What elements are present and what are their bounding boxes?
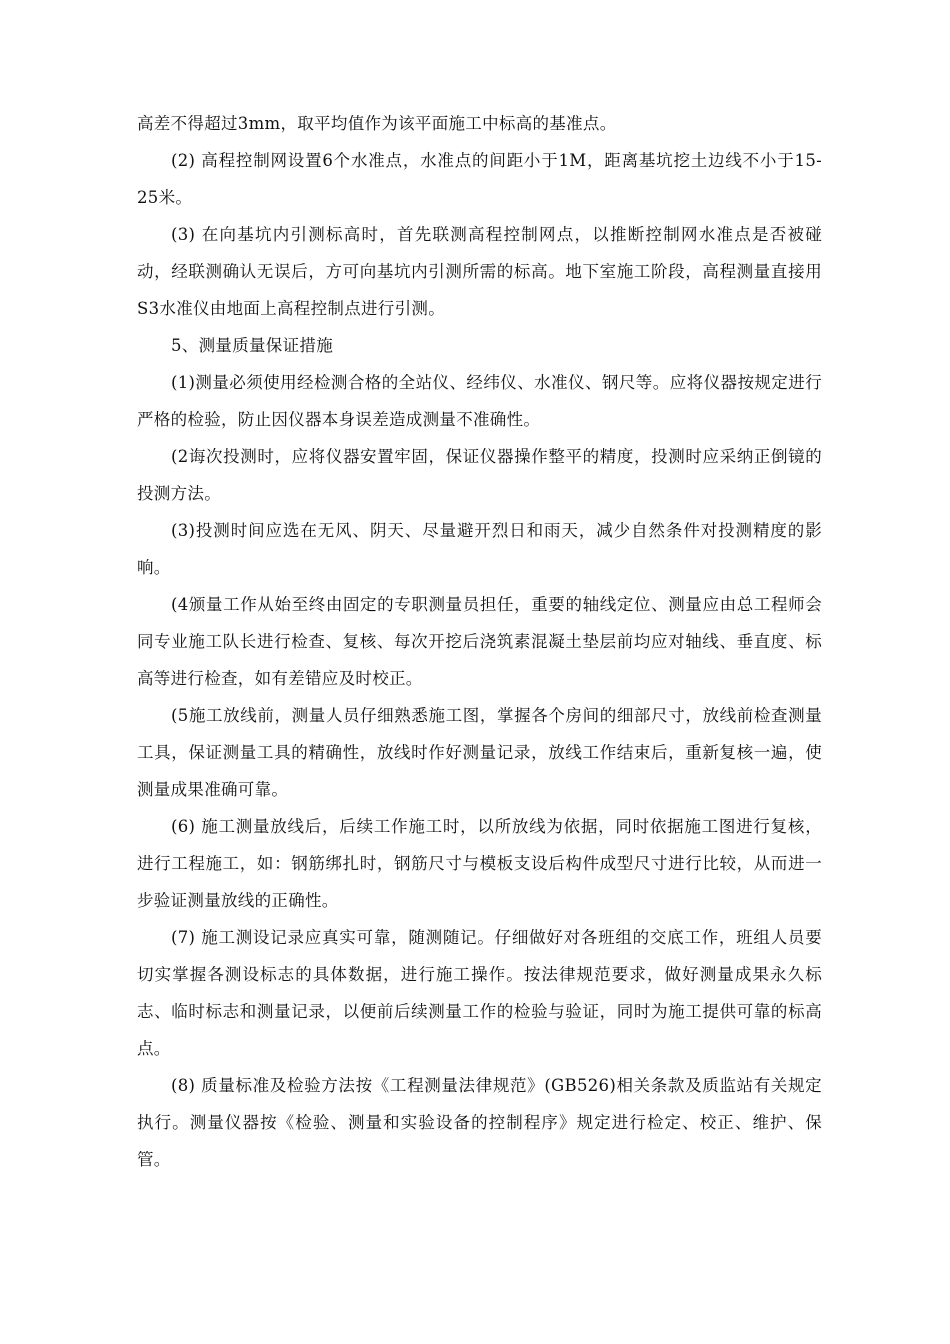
paragraph-measure-2: (2诲次投测时，应将仪器安置牢固，保证仪器操作整平的精度，投测时应采纳正倒镜的投测方法。	[137, 447, 822, 503]
paragraph-measure-5: (5施工放线前，测量人员仔细熟悉施工图，掌握各个房间的细部尺寸，放线前检查测量工具，保证测量工具的精确性，放线时作好测量记录，放线工作结束后，重新复核一遍，使测量成果准确可靠。	[137, 706, 822, 799]
paragraph-item-3: (3) 在向基坑内引测标高时，首先联测高程控制网点，以推断控制网水准点是否被碰动，经联测确认无误后，方可向基坑内引测所需的标高。地下室施工阶段，高程测量直接用S3水准仪由地面上高程控制点进行引测。	[137, 225, 822, 318]
paragraph-measure-1: (1)测量必须使用经检测合格的全站仪、经纬仪、水准仪、钢尺等。应将仪器按规定进行严格的检验，防止因仪器本身误差造成测量不准确性。	[137, 373, 822, 429]
paragraph-item-2: (2) 高程控制网设置6个水准点，水准点的间距小于1M，距离基坑挖土边线不小于15-25米。	[137, 151, 822, 207]
paragraph-continuation: 高差不得超过3mm，取平均值作为该平面施工中标高的基准点。	[137, 114, 617, 133]
paragraph-measure-3: (3)投测时间应选在无风、阴天、尽量避开烈日和雨天，减少自然条件对投测精度的影响。	[137, 521, 822, 577]
paragraph-measure-4: (4颁量工作从始至终由固定的专职测量员担任，重要的轴线定位、测量应由总工程师会同专业施工队长进行检查、复核、每次开挖后浇筑素混凝土垫层前均应对轴线、垂直度、标高等进行检查，如有差错应及时校正。	[137, 595, 822, 688]
paragraph-measure-6: (6) 施工测量放线后，后续工作施工时，以所放线为依据，同时依据施工图进行复核，进行工程施工，如：钢筋绑扎时，钢筋尺寸与模板支设后构件成型尺寸进行比较，从而进一步验证测量放线的正确性。	[137, 817, 822, 910]
paragraph-measure-8: (8) 质量标准及检验方法按《工程测量法律规范》(GB526)相关条款及质监站有关规定执行。测量仪器按《检验、测量和实验设备的控制程序》规定进行检定、校正、维护、保管。	[137, 1076, 822, 1169]
paragraph-measure-7: (7) 施工测设记录应真实可靠，随测随记。仔细做好对各班组的交底工作，班组人员要切实掌握各测设标志的具体数据，进行施工操作。按法律规范要求，做好测量成果永久标志、临时标志和测量记录，以便前后续测量工作的检验与验证，同时为施工提供可靠的标高点。	[137, 928, 822, 1058]
document-page	[137, 105, 822, 1178]
section-heading: 5、测量质量保证措施	[171, 336, 333, 355]
